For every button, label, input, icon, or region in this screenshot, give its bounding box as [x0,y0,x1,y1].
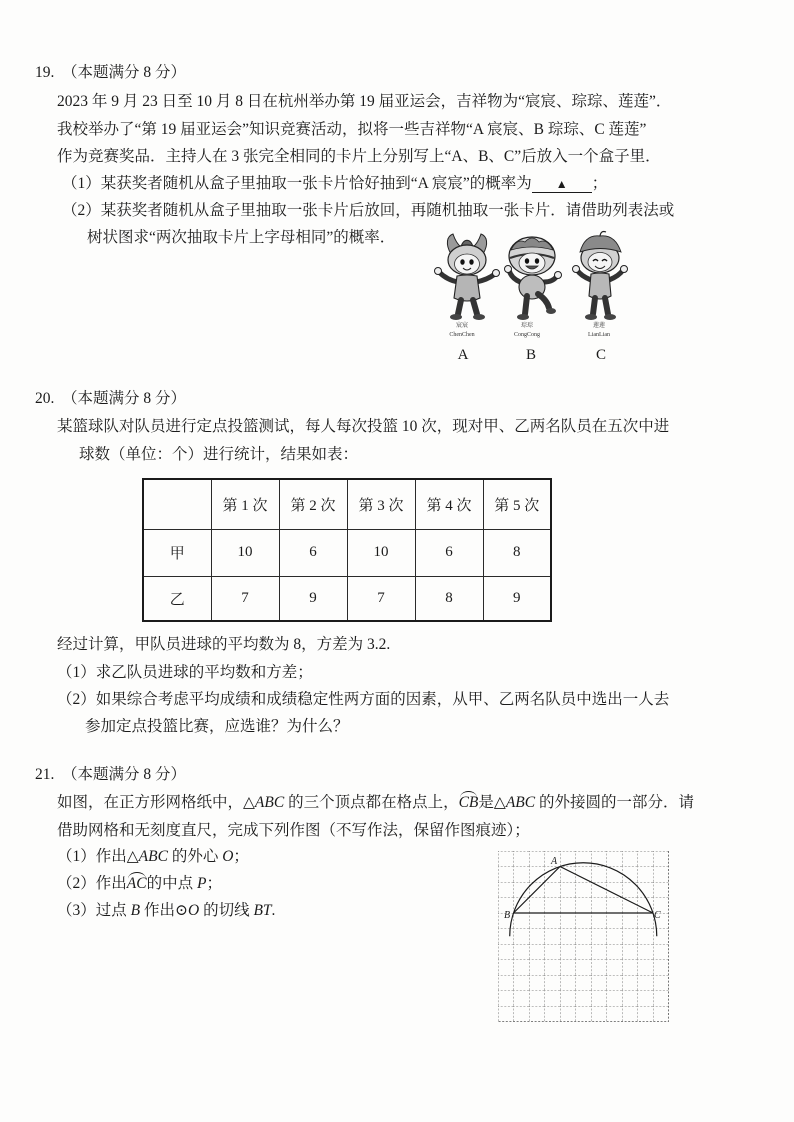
q19-line-2: 我校举办了“第 19 届亚运会”知识竞赛活动，拟将一些吉祥物“A 宸宸、B 琮琮、C 莲莲” [57,121,647,138]
math-o: O [187,902,200,919]
q20-part2-line-1: （2）如果综合考虑平均成绩和成绩稳定性两方面的因素，从甲、乙两名队员中选出一人去 [57,691,670,708]
q21-task1 [57,847,249,867]
text-segment: ； [233,848,249,865]
q20-intro-line-1: 某篮球队对队员进行定点投篮测试，每人每次投篮 10 次，现对甲、乙两名队员在五次中进 [57,418,670,435]
table-header: 第 2 次 [279,479,347,529]
q19-score: （本题满分 8 分） [62,64,187,81]
q21-line-1 [57,793,694,813]
text-segment: （1）作出△ [57,848,139,865]
q19-part1-end: ； [591,175,608,192]
answer-blank: ▲ [532,176,592,193]
table-cell: 7 [347,576,415,621]
table-cell: 10 [211,529,279,576]
q19-line-3: 作为竞赛奖品．主持人在 3 张完全相同的卡片上分别写上“A、B、C”后放入一个盒子里． [57,148,661,165]
table-header: 第 5 次 [483,479,551,529]
math-b: B [130,902,141,919]
row-label: 乙 [143,576,211,621]
q20-part2-line-2: 参加定点投篮比赛，应选谁？为什么？ [85,718,349,735]
text-segment: 作出⊙ [140,902,188,919]
scores-table [142,478,552,622]
table-header-row [143,479,551,529]
text-segment: （3）过点 [57,902,131,919]
q21-task3 [57,901,275,921]
table-header: 第 3 次 [347,479,415,529]
table-cell: 8 [415,576,483,621]
math-abc: ABC [254,794,285,811]
q20-note: 经过计算，甲队员进球的平均数为 8，方差为 3.2. [57,636,391,653]
text-segment: 的切线 [199,902,254,919]
mascot-a-letter: A [457,347,469,363]
table-row [143,576,551,621]
q19-part1 [62,174,607,194]
q21-number: 21. [35,766,55,783]
mascot-b-letter: B [525,347,536,363]
table-cell: 6 [415,529,483,576]
table-cell: 6 [279,529,347,576]
mascots-illustration [425,230,640,325]
grid-lines [498,851,669,1022]
text-segment: 的外心 [167,848,223,865]
mascot-b-name-en: CongCong [513,332,540,338]
math-abc: ABC [505,794,536,811]
mascot-a-name-en: ChenChen [449,332,475,338]
table-cell: 9 [483,576,551,621]
row-label: 甲 [143,529,211,576]
mascot-c-name-en: LianLian [588,332,610,338]
q19-part2-line-1: （2）某获奖者随机从盒子里抽取一张卡片后放回，再随机抽取一张卡片．请借助列表法或 [62,202,675,219]
label-b: B [504,910,511,921]
math-o: O [222,848,234,865]
q20-intro-line-2: 球数（单位：个）进行统计，结果如表： [79,446,359,463]
q21-task2 [57,874,222,894]
math-p: P [196,875,207,892]
mascot-c-name-cn: 莲莲 [592,323,605,329]
text-segment: 的三个顶点都在格点上， [284,794,459,811]
table-corner-cell [143,479,211,529]
q19-part2-line-2: 树状图求“两次抽取卡片上字母相同”的概率． [87,229,396,246]
mascot-a-name-cn: 宸宸 [455,323,468,329]
math-bt: BT [253,902,272,919]
table-header: 第 4 次 [415,479,483,529]
text-segment: （2）作出 [57,875,127,892]
q21-score: （本题满分 8 分） [62,766,187,783]
table-cell: 9 [279,576,347,621]
q19-number: 19. [35,64,55,81]
q19-part1-text: （1）某获奖者随机从盒子里抽取一张卡片恰好抽到“A 宸宸”的概率为 [62,175,532,192]
table-cell: 8 [483,529,551,576]
table-cell: 10 [347,529,415,576]
arc-cb: CB [458,794,479,811]
label-a: A [551,856,558,867]
mascot-congcong-image [505,237,562,320]
math-abc: ABC [138,848,168,865]
q21-line-2: 借助网格和无刻度直尺，完成下列作图（不写作法，保留作图痕迹）； [57,822,530,839]
mascot-lianlian-image [573,232,628,321]
arc-ac: AC [126,875,147,892]
q20-score: （本题满分 8 分） [62,390,187,407]
table-row [143,529,551,576]
text-segment: 的外接圆的一部分．请 [535,794,694,811]
q20-part1: （1）求乙队员进球的平均数和方差； [57,664,313,681]
text-segment: 如图，在正方形网格纸中，△ [57,794,255,811]
mascot-b-name-cn: 琮琮 [520,323,533,329]
mascot-chenchen-image [435,234,500,320]
q19-line-1: 2023 年 9 月 23 日至 10 月 8 日在杭州举办第 19 届亚运会，吉祥物为“宸宸、琮琮、莲莲”． [57,93,672,110]
mascot-c-letter: C [595,347,606,363]
label-c: C [654,910,661,921]
table-cell: 7 [211,576,279,621]
table-header: 第 1 次 [211,479,279,529]
text-segment: 的中点 [146,875,197,892]
q20-number: 20. [35,390,55,407]
text-segment: . [271,902,276,919]
text-segment: ； [206,875,222,892]
text-segment: 是△ [478,794,506,811]
grid-figure [490,843,680,1025]
